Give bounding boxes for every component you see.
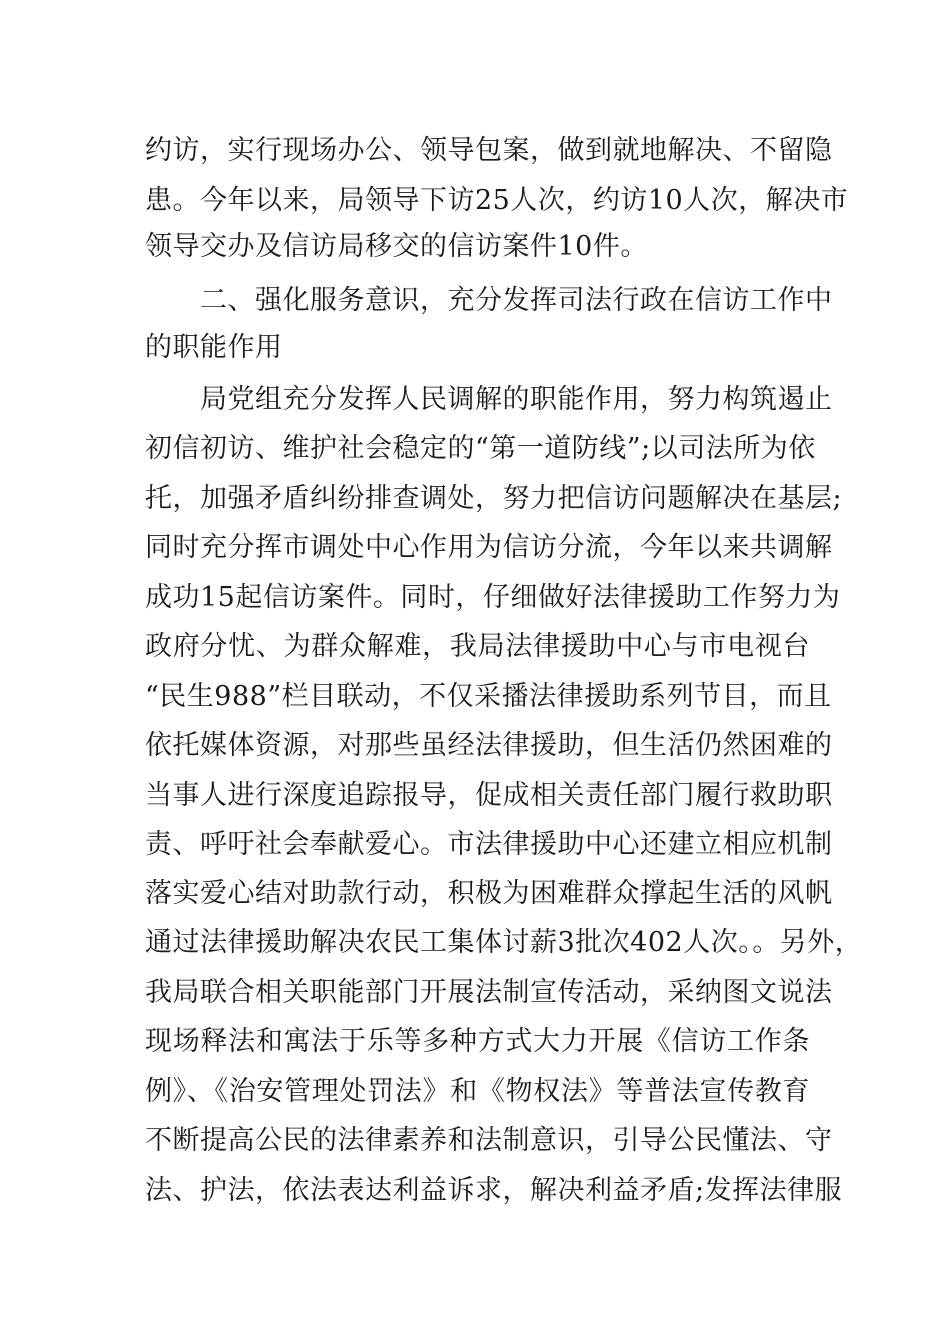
text-line: 成功15起信访案件。同时，仔细做好法律援助工作努力为 (145, 582, 841, 613)
text-line: 当事人进行深度追踪报导，促成相关责任部门履行救助职 (145, 780, 833, 811)
text-line: 我局联合相关职能部门开展法制宣传活动，采纳图文说法 (145, 977, 833, 1008)
text-line: 依托媒体资源，对那些虽经法律援助，但生活仍然困难的 (145, 730, 833, 761)
section-heading-line: 的职能作用 (145, 332, 283, 363)
text-line: 责、呼吁社会奉献爱心。市法律援助中心还建立相应机制 (145, 829, 833, 860)
text-line: 患。今年以来，局领导下访25人次，约访10人次，解决市 (145, 185, 849, 216)
text-line: “民生988”栏目联动，不仅采播法律援助系列节目，而且 (145, 681, 832, 712)
text-line: 同时充分挥市调处中心作用为信访分流，今年以来共调解 (145, 532, 833, 563)
text-line: 落实爱心结对助款行动，积极为困难群众撑起生活的风帆 (145, 878, 833, 909)
text-line: 例》、《治安管理处罚法》和《物权法》等普法宣传教育 (145, 1076, 810, 1107)
text-line: 政府分忧、为群众解难，我局法律援助中心与市电视台 (145, 631, 810, 662)
section-heading-line: 二、强化服务意识，充分发挥司法行政在信访工作中 (200, 285, 833, 316)
text-line: 不断提高公民的法律素养和法制意识，引导公民懂法、守 (145, 1125, 833, 1156)
text-line: 托，加强矛盾纠纷排查调处，努力把信访问题解决在基层; (145, 483, 843, 514)
text-line: 领导交办及信访局移交的信访案件10件。 (145, 231, 648, 262)
text-line: 约访，实行现场办公、领导包案，做到就地解决、不留隐 (145, 135, 833, 166)
text-line: 现场释法和寓法于乐等多种方式大力开展《信访工作条 (145, 1026, 810, 1057)
text-line: 初信初访、维护社会稳定的“第一道防线”;以司法所为依 (145, 433, 816, 464)
text-line: 通过法律援助解决农民工集体讨薪3批次402人次。。另外， (145, 927, 863, 958)
paragraph-first-line: 局党组充分发挥人民调解的职能作用，努力构筑遏止 (200, 384, 833, 415)
text-line: 法、护法，依法表达利益诉求，解决利益矛盾;发挥法律服 (145, 1175, 843, 1206)
